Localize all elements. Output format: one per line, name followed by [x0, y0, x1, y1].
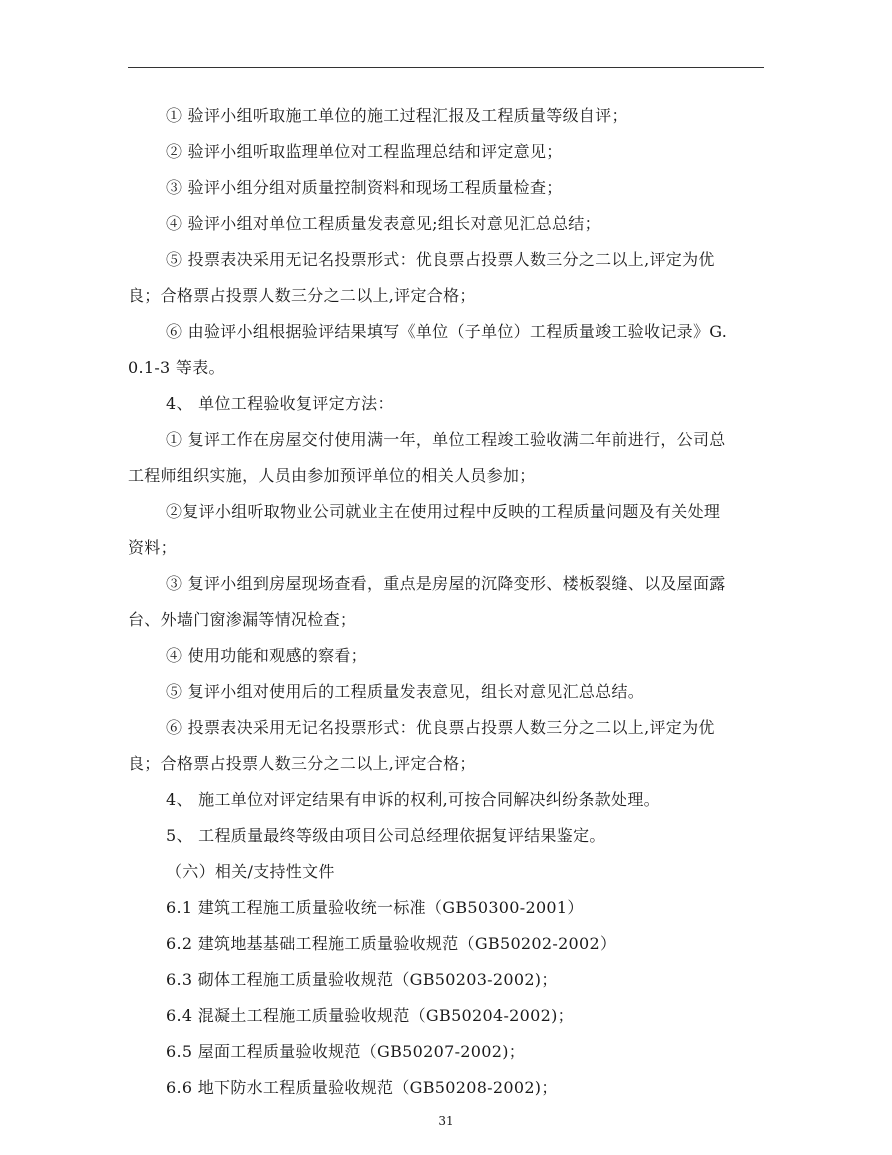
reference-line: 6.1 建筑工程施工质量验收统一标准（GB50300-2001） — [166, 898, 584, 917]
text-line: 良；合格票占投票人数三分之二以上,评定合格； — [128, 286, 476, 305]
text-line: 4、 施工单位对评定结果有申诉的权利,可按合同解决纠纷条款处理。 — [166, 790, 660, 809]
text-line: ③ 复评小组到房屋现场查看，重点是房屋的沉降变形、楼板裂缝、以及屋面露 — [166, 574, 726, 593]
text-line: ⑥ 投票表决采用无记名投票形式：优良票占投票人数三分之二以上,评定为优 — [166, 718, 715, 737]
text-line: ⑥ 由验评小组根据验评结果填写《单位（子单位）工程质量竣工验收记录》G. — [166, 322, 728, 341]
reference-line: 6.2 建筑地基基础工程施工质量验收规范（GB50202-2002） — [166, 934, 617, 953]
text-line: 0.1-3 等表。 — [128, 358, 225, 377]
text-line: 良；合格票占投票人数三分之二以上,评定合格； — [128, 754, 476, 773]
section-heading: 4、 单位工程验收复评定方法： — [166, 394, 394, 413]
reference-line: 6.3 砌体工程施工质量验收规范（GB50203-2002)； — [166, 970, 558, 989]
text-line: 工程师组织实施，人员由参加预评单位的相关人员参加； — [128, 466, 536, 485]
reference-line: 6.5 屋面工程质量验收规范（GB50207-2002)； — [166, 1042, 526, 1061]
text-line: ③ 验评小组分组对质量控制资料和现场工程质量检查； — [166, 178, 563, 197]
header-rule — [128, 67, 764, 68]
text-line: 5、 工程质量最终等级由项目公司总经理依据复评结果鉴定。 — [166, 826, 606, 845]
text-line: ④ 使用功能和观感的察看； — [166, 646, 367, 665]
text-line: ⑤ 投票表决采用无记名投票形式：优良票占投票人数三分之二以上,评定为优 — [166, 250, 715, 269]
text-line: 台、外墙门窗渗漏等情况检查； — [128, 610, 357, 629]
section-heading: （六）相关/支持性文件 — [166, 862, 335, 881]
text-line: ① 复评工作在房屋交付使用满一年，单位工程竣工验收满二年前进行，公司总 — [166, 430, 726, 449]
text-line: ⑤ 复评小组对使用后的工程质量发表意见，组长对意见汇总总结。 — [166, 682, 645, 701]
text-line: 资料； — [128, 538, 177, 557]
text-line: ② 验评小组听取监理单位对工程监理总结和评定意见； — [166, 142, 563, 161]
reference-line: 6.6 地下防水工程质量验收规范（GB50208-2002)； — [166, 1078, 558, 1097]
reference-line: 6.4 混凝土工程施工质量验收规范（GB50204-2002)； — [166, 1006, 574, 1025]
text-line: ②复评小组听取物业公司就业主在使用过程中反映的工程质量问题及有关处理 — [166, 502, 721, 521]
text-line: ① 验评小组听取施工单位的施工过程汇报及工程质量等级自评； — [166, 106, 628, 125]
text-line: ④ 验评小组对单位工程质量发表意见;组长对意见汇总总结； — [166, 214, 601, 233]
page-number: 31 — [438, 1114, 454, 1128]
